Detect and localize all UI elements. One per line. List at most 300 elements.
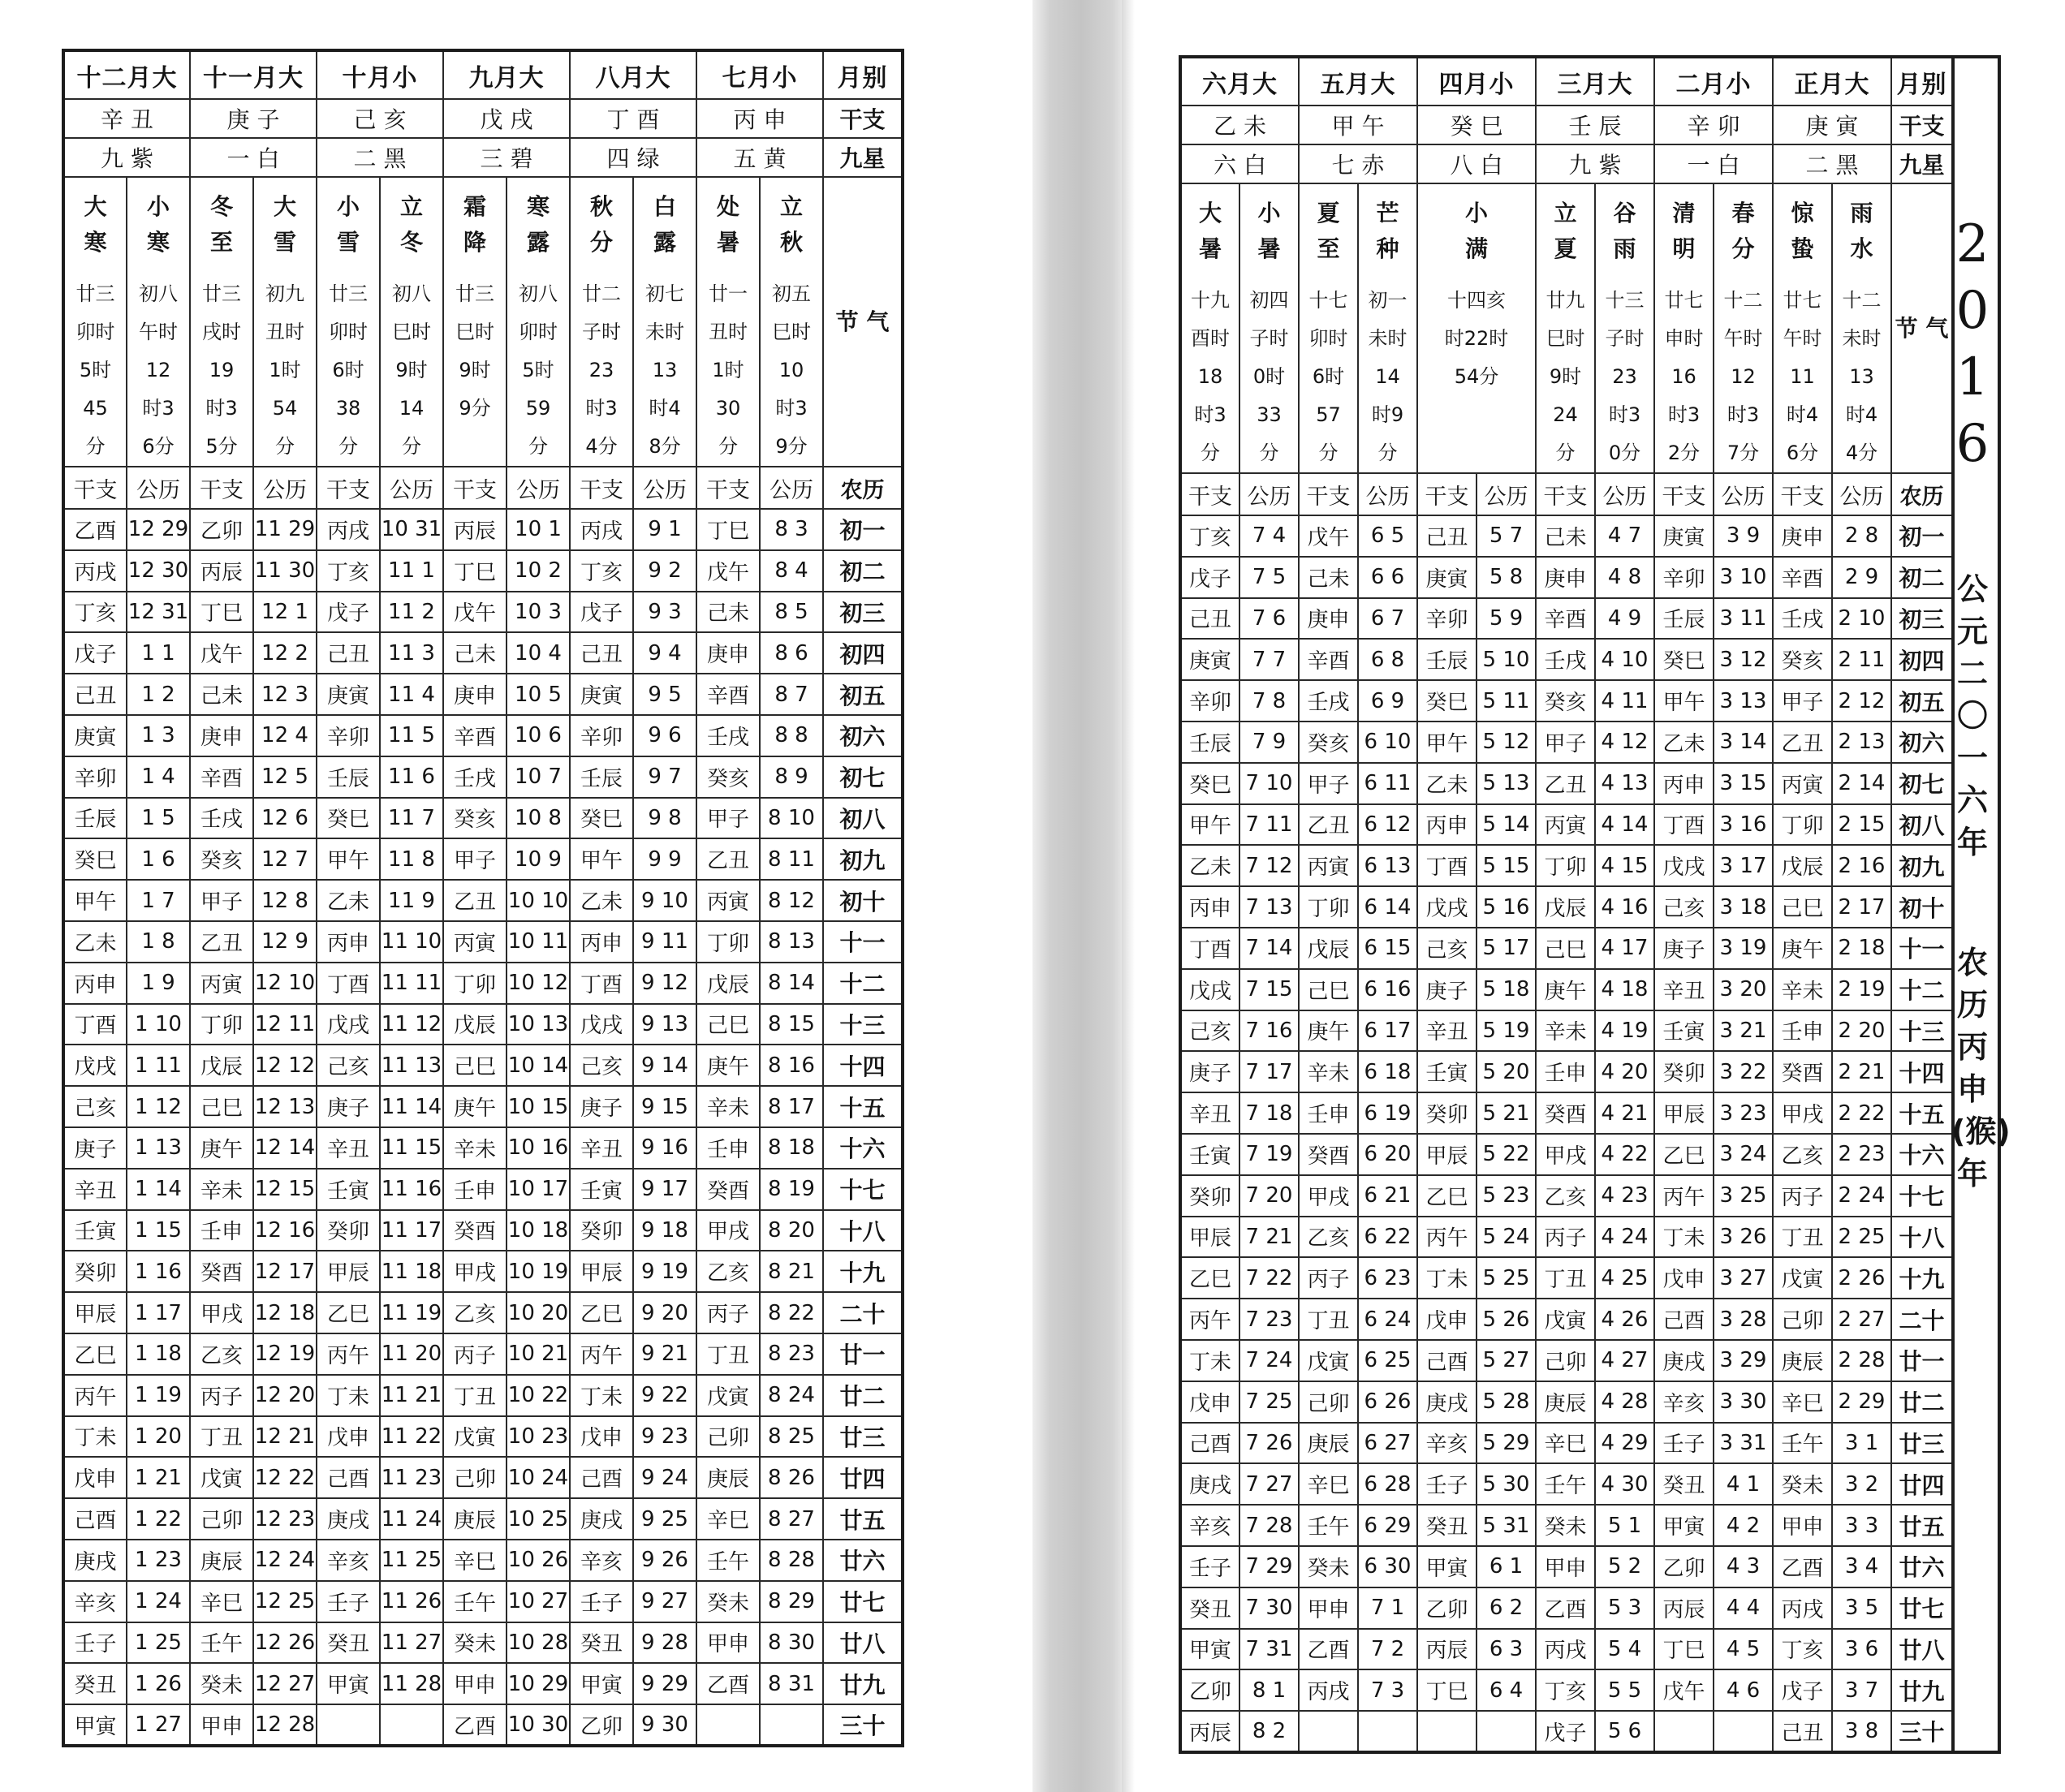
day-ganzhi: 辛亥 (1180, 1505, 1239, 1546)
day-ganzhi: 戊申 (570, 1416, 633, 1458)
ganzhi-subheader: 干支 (1654, 473, 1714, 515)
day-ganzhi: 丁卯 (696, 921, 760, 963)
day-ganzhi: 庚寅 (63, 715, 127, 756)
day-gregorian: 10 1 (507, 509, 570, 550)
lunar-day: 初六 (823, 715, 903, 756)
day-ganzhi: 壬子 (1180, 1546, 1239, 1587)
day-ganzhi: 丙午 (63, 1375, 127, 1416)
day-ganzhi: 壬子 (1417, 1463, 1477, 1505)
day-gregorian: 12 23 (253, 1498, 317, 1540)
day-gregorian: 9 26 (633, 1540, 696, 1581)
day-gregorian: 9 17 (633, 1169, 696, 1210)
jieqi-name: 处暑 (716, 193, 739, 256)
day-ganzhi: 庚辰 (1536, 1381, 1595, 1423)
day-ganzhi: 壬申 (1299, 1092, 1358, 1134)
day-gregorian: 1 9 (127, 963, 190, 1004)
day-ganzhi: 甲午 (570, 838, 633, 880)
day-ganzhi: 辛卯 (1654, 557, 1714, 598)
day-gregorian: 3 30 (1714, 1381, 1773, 1423)
day-ganzhi: 戊戌 (1417, 886, 1477, 928)
day-gregorian: 5 23 (1477, 1175, 1536, 1217)
day-ganzhi: 癸酉 (443, 1210, 507, 1251)
day-ganzhi: 戊午 (443, 592, 507, 633)
day-gregorian: 11 28 (380, 1663, 443, 1704)
day-ganzhi: 庚寅 (1654, 515, 1714, 557)
month-name: 正月大 (1773, 57, 1891, 106)
day-ganzhi: 丙子 (190, 1375, 253, 1416)
day-gregorian: 1 3 (127, 715, 190, 756)
day-ganzhi: 戊子 (1773, 1669, 1832, 1711)
day-ganzhi: 壬申 (696, 1127, 760, 1169)
day-gregorian: 12 30 (127, 550, 190, 592)
lunar-day: 三十 (823, 1704, 903, 1746)
day-ganzhi: 丙子 (1536, 1217, 1595, 1258)
jieqi-time: 初一未时14时9分 (1368, 289, 1408, 464)
day-ganzhi: 丁未 (317, 1375, 380, 1416)
day-gregorian: 4 19 (1595, 1010, 1654, 1052)
month-name: 五月大 (1299, 57, 1417, 106)
lunar-day: 十七 (823, 1169, 903, 1210)
day-gregorian: 10 14 (507, 1045, 570, 1086)
day-gregorian: 4 26 (1595, 1299, 1654, 1340)
day-gregorian: 10 30 (507, 1704, 570, 1746)
lunar-day: 初九 (1891, 845, 1953, 886)
day-gregorian: 9 29 (633, 1663, 696, 1704)
gregorian-subheader: 公历 (1477, 473, 1536, 515)
lunar-day: 廿三 (1891, 1423, 1953, 1464)
lunar-day: 十九 (1891, 1257, 1953, 1299)
ganzhi-subheader: 干支 (443, 467, 507, 509)
day-gregorian: 6 28 (1358, 1463, 1417, 1505)
day-gregorian (380, 1704, 443, 1746)
day-gregorian: 7 17 (1239, 1051, 1299, 1092)
day-ganzhi: 甲辰 (63, 1292, 127, 1333)
day-ganzhi: 癸亥 (696, 756, 760, 798)
day-gregorian: 10 13 (507, 1004, 570, 1045)
day-gregorian: 9 27 (633, 1581, 696, 1622)
day-ganzhi: 丁酉 (317, 963, 380, 1004)
year-title: 2016 (1955, 214, 1990, 474)
jieqi-cell (253, 177, 317, 467)
day-gregorian: 3 14 (1714, 722, 1773, 763)
day-ganzhi: 丙申 (1654, 763, 1714, 804)
day-ganzhi: 己丑 (317, 632, 380, 674)
day-ganzhi: 乙酉 (1299, 1629, 1358, 1670)
day-ganzhi: 乙亥 (190, 1333, 253, 1375)
day-gregorian: 8 7 (760, 674, 823, 715)
day-gregorian: 7 30 (1239, 1587, 1299, 1629)
day-ganzhi: 己卯 (1773, 1299, 1832, 1340)
jieqi-time: 廿七午时11时46分 (1783, 289, 1822, 464)
day-gregorian: 3 17 (1714, 845, 1773, 886)
day-gregorian: 10 27 (507, 1581, 570, 1622)
day-gregorian: 1 18 (127, 1333, 190, 1375)
day-ganzhi: 癸卯 (1180, 1175, 1239, 1217)
day-ganzhi: 辛亥 (317, 1540, 380, 1581)
day-gregorian: 6 21 (1358, 1175, 1417, 1217)
day-gregorian: 6 7 (1358, 598, 1417, 640)
jieqi-time: 十七卯时6时57分 (1308, 289, 1348, 464)
month-name: 四月小 (1417, 57, 1536, 106)
lunar-day: 十八 (823, 1210, 903, 1251)
lunar-day: 十五 (823, 1086, 903, 1127)
day-ganzhi: 丙寅 (1773, 763, 1832, 804)
day-ganzhi: 辛卯 (63, 756, 127, 798)
day-ganzhi: 辛巳 (1299, 1463, 1358, 1505)
day-ganzhi: 丁丑 (443, 1375, 507, 1416)
jieqi-time: 廿三卯时6时38分 (329, 282, 368, 458)
day-gregorian: 6 22 (1358, 1217, 1417, 1258)
day-ganzhi: 乙酉 (443, 1704, 507, 1746)
day-ganzhi: 辛酉 (190, 756, 253, 798)
day-ganzhi: 壬申 (443, 1169, 507, 1210)
day-gregorian: 3 10 (1714, 557, 1773, 598)
day-ganzhi: 丙戌 (570, 509, 633, 550)
day-ganzhi: 癸卯 (317, 1210, 380, 1251)
jieqi-cell (1714, 183, 1773, 473)
day-gregorian (1714, 1711, 1773, 1752)
day-ganzhi: 甲寅 (63, 1704, 127, 1746)
day-ganzhi: 丁酉 (1654, 804, 1714, 846)
day-ganzhi: 甲寅 (1417, 1546, 1477, 1587)
day-ganzhi: 丁亥 (1773, 1629, 1832, 1670)
day-ganzhi: 戊午 (696, 550, 760, 592)
day-ganzhi: 甲申 (1773, 1505, 1832, 1546)
day-ganzhi: 辛丑 (570, 1127, 633, 1169)
day-gregorian: 8 19 (760, 1169, 823, 1210)
day-gregorian: 9 20 (633, 1292, 696, 1333)
day-gregorian: 8 12 (760, 880, 823, 921)
day-ganzhi: 乙亥 (1536, 1175, 1595, 1217)
month-name: 十一月大 (190, 50, 317, 99)
day-gregorian: 11 3 (380, 632, 443, 674)
jieqi-name: 大暑 (1198, 200, 1222, 262)
day-ganzhi: 乙酉 (1773, 1546, 1832, 1587)
day-gregorian: 12 28 (253, 1704, 317, 1746)
day-gregorian: 2 20 (1832, 1010, 1891, 1052)
lunar-day: 廿二 (1891, 1381, 1953, 1423)
day-ganzhi: 壬子 (570, 1581, 633, 1622)
day-gregorian: 5 21 (1477, 1092, 1536, 1134)
day-gregorian: 1 8 (127, 921, 190, 963)
day-ganzhi: 庚申 (190, 715, 253, 756)
day-gregorian: 2 22 (1832, 1092, 1891, 1134)
month-star: 七 赤 (1299, 144, 1417, 183)
jieqi-time: 初八卯时5时59分 (519, 282, 558, 458)
ganzhi-subheader: 干支 (1536, 473, 1595, 515)
ganzhi-col-label: 干支 (1891, 106, 1953, 144)
lunar-day: 廿四 (823, 1457, 903, 1498)
day-gregorian: 1 15 (127, 1210, 190, 1251)
day-ganzhi: 戊寅 (443, 1416, 507, 1458)
day-ganzhi: 辛酉 (1299, 639, 1358, 680)
lunar-day: 初一 (823, 509, 903, 550)
lunar-day: 十七 (1891, 1175, 1953, 1217)
day-gregorian: 11 4 (380, 674, 443, 715)
day-ganzhi: 庚午 (696, 1045, 760, 1086)
day-gregorian: 12 27 (253, 1663, 317, 1704)
day-ganzhi: 辛丑 (63, 1169, 127, 1210)
day-gregorian: 3 22 (1714, 1051, 1773, 1092)
lunar-day: 二十 (1891, 1299, 1953, 1340)
day-ganzhi: 癸丑 (1654, 1463, 1714, 1505)
lunar-day: 十四 (1891, 1051, 1953, 1092)
day-gregorian: 12 16 (253, 1210, 317, 1251)
day-gregorian: 8 16 (760, 1045, 823, 1086)
ganzhi-subheader: 干支 (696, 467, 760, 509)
month-ganzhi: 癸 巳 (1417, 106, 1536, 144)
month-ganzhi: 戊 戌 (443, 99, 570, 138)
day-ganzhi: 丁卯 (1773, 804, 1832, 846)
day-ganzhi: 丙申 (317, 921, 380, 963)
day-gregorian: 5 26 (1477, 1299, 1536, 1340)
day-gregorian: 7 3 (1358, 1669, 1417, 1711)
day-ganzhi: 辛未 (696, 1086, 760, 1127)
month-ganzhi: 己 亥 (317, 99, 443, 138)
lunar-day: 廿七 (1891, 1587, 1953, 1629)
day-ganzhi: 癸丑 (570, 1622, 633, 1664)
day-ganzhi: 壬辰 (1417, 639, 1477, 680)
day-ganzhi: 丙戌 (1773, 1587, 1832, 1629)
day-ganzhi: 甲午 (1180, 804, 1239, 846)
ganzhi-subheader: 干支 (317, 467, 380, 509)
day-ganzhi: 己亥 (63, 1086, 127, 1127)
jieqi-name: 大寒 (84, 193, 107, 256)
day-gregorian: 9 16 (633, 1127, 696, 1169)
jieqi-time: 十四亥时22时54分 (1444, 289, 1509, 388)
day-gregorian: 1 23 (127, 1540, 190, 1581)
day-ganzhi: 甲戌 (1536, 1134, 1595, 1175)
day-ganzhi: 丙辰 (1180, 1711, 1239, 1752)
day-gregorian: 9 19 (633, 1251, 696, 1292)
day-ganzhi: 壬午 (1299, 1505, 1358, 1546)
day-ganzhi: 癸未 (696, 1581, 760, 1622)
star-col-label: 九星 (1891, 144, 1953, 183)
month-ganzhi: 丙 申 (696, 99, 823, 138)
jieqi-name: 春分 (1731, 200, 1755, 262)
day-gregorian: 7 13 (1239, 886, 1299, 928)
jieqi-cell (1595, 183, 1654, 473)
day-gregorian: 10 6 (507, 715, 570, 756)
day-gregorian: 5 5 (1595, 1669, 1654, 1711)
day-gregorian: 1 4 (127, 756, 190, 798)
lunar-day: 十二 (823, 963, 903, 1004)
lunar-day: 十一 (823, 921, 903, 963)
day-gregorian: 6 29 (1358, 1505, 1417, 1546)
day-ganzhi: 戊子 (570, 592, 633, 633)
jieqi-name: 清明 (1672, 200, 1696, 262)
day-ganzhi: 辛巳 (1536, 1423, 1595, 1464)
day-gregorian: 4 2 (1714, 1505, 1773, 1546)
day-ganzhi: 己酉 (317, 1457, 380, 1498)
day-gregorian: 12 5 (253, 756, 317, 798)
day-gregorian: 3 15 (1714, 763, 1773, 804)
day-ganzhi: 己丑 (63, 674, 127, 715)
day-gregorian: 2 26 (1832, 1257, 1891, 1299)
day-gregorian: 7 20 (1239, 1175, 1299, 1217)
day-ganzhi: 辛酉 (443, 715, 507, 756)
day-ganzhi: 戊寅 (190, 1457, 253, 1498)
day-ganzhi: 壬寅 (1180, 1134, 1239, 1175)
day-ganzhi: 戊戌 (317, 1004, 380, 1045)
day-gregorian: 6 18 (1358, 1051, 1417, 1092)
day-gregorian: 11 30 (253, 550, 317, 592)
day-ganzhi: 辛未 (443, 1127, 507, 1169)
left-calendar-table (62, 49, 904, 1747)
day-gregorian: 10 22 (507, 1375, 570, 1416)
day-ganzhi: 戊寅 (1536, 1299, 1595, 1340)
day-gregorian: 2 13 (1832, 722, 1891, 763)
jieqi-cell (1417, 183, 1536, 473)
day-ganzhi: 丙子 (696, 1292, 760, 1333)
jieqi-cell (1299, 183, 1358, 473)
day-ganzhi: 己巳 (190, 1086, 253, 1127)
day-ganzhi: 壬辰 (570, 756, 633, 798)
month-star: 一 白 (190, 138, 317, 177)
day-gregorian: 12 13 (253, 1086, 317, 1127)
day-ganzhi: 戊子 (317, 592, 380, 633)
day-gregorian: 6 20 (1358, 1134, 1417, 1175)
day-gregorian: 8 3 (760, 509, 823, 550)
lunar-day: 廿九 (823, 1663, 903, 1704)
day-gregorian: 10 4 (507, 632, 570, 674)
day-gregorian: 6 14 (1358, 886, 1417, 928)
ganzhi-subheader: 干支 (1417, 473, 1477, 515)
day-gregorian: 6 12 (1358, 804, 1417, 846)
day-ganzhi: 壬戌 (696, 715, 760, 756)
jieqi-time: 十九酉时18时3分 (1191, 289, 1230, 464)
day-gregorian: 3 8 (1832, 1711, 1891, 1752)
day-ganzhi: 丙午 (1654, 1175, 1714, 1217)
day-gregorian: 10 21 (507, 1333, 570, 1375)
day-ganzhi: 甲申 (190, 1704, 253, 1746)
day-ganzhi: 丁酉 (1180, 928, 1239, 969)
day-gregorian: 3 27 (1714, 1257, 1773, 1299)
day-ganzhi: 乙丑 (443, 880, 507, 921)
day-gregorian: 11 27 (380, 1622, 443, 1664)
gregorian-subheader: 公历 (760, 467, 823, 509)
day-ganzhi: 癸巳 (63, 838, 127, 880)
lunar-day: 十三 (1891, 1010, 1953, 1052)
day-ganzhi: 辛巳 (443, 1540, 507, 1581)
jieqi-name: 雨水 (1850, 200, 1873, 262)
month-ganzhi: 辛 丑 (63, 99, 190, 138)
jieqi-time: 初八午时12时36分 (139, 282, 178, 458)
day-gregorian: 11 24 (380, 1498, 443, 1540)
day-gregorian: 5 22 (1477, 1134, 1536, 1175)
gregorian-subheader: 公历 (1358, 473, 1417, 515)
day-gregorian: 9 30 (633, 1704, 696, 1746)
day-ganzhi (1417, 1711, 1477, 1752)
day-ganzhi: 庚子 (317, 1086, 380, 1127)
day-gregorian: 1 20 (127, 1416, 190, 1458)
day-gregorian: 7 1 (1358, 1587, 1417, 1629)
day-ganzhi: 乙未 (1654, 722, 1714, 763)
day-ganzhi: 丁亥 (570, 550, 633, 592)
jieqi-cell (1239, 183, 1299, 473)
day-ganzhi: 丙申 (1417, 804, 1477, 846)
day-gregorian: 3 1 (1832, 1423, 1891, 1464)
jieqi-time: 初八巳时9时14分 (392, 282, 431, 458)
jieqi-col-label: 节 气 (1891, 183, 1953, 473)
day-gregorian: 4 10 (1595, 639, 1654, 680)
lunar-day: 初七 (1891, 763, 1953, 804)
day-gregorian: 9 9 (633, 838, 696, 880)
day-ganzhi: 庚辰 (1299, 1423, 1358, 1464)
day-gregorian: 7 12 (1239, 845, 1299, 886)
day-gregorian: 1 11 (127, 1045, 190, 1086)
day-ganzhi: 己未 (190, 674, 253, 715)
day-gregorian: 2 21 (1832, 1051, 1891, 1092)
day-ganzhi: 乙巳 (63, 1333, 127, 1375)
day-gregorian: 10 5 (507, 674, 570, 715)
day-ganzhi: 庚午 (1299, 1010, 1358, 1052)
day-ganzhi: 癸卯 (1654, 1051, 1714, 1092)
day-gregorian: 10 8 (507, 798, 570, 839)
day-gregorian: 11 7 (380, 798, 443, 839)
ganzhi-subheader: 干支 (190, 467, 253, 509)
day-gregorian: 10 2 (507, 550, 570, 592)
day-ganzhi: 己巳 (1536, 928, 1595, 969)
day-ganzhi: 丁未 (1417, 1257, 1477, 1299)
day-ganzhi: 壬辰 (63, 798, 127, 839)
day-ganzhi: 丙寅 (443, 921, 507, 963)
day-gregorian: 12 31 (127, 592, 190, 633)
day-ganzhi: 丙戌 (1536, 1629, 1595, 1670)
day-gregorian: 7 6 (1239, 598, 1299, 640)
day-gregorian: 1 2 (127, 674, 190, 715)
day-ganzhi: 己巳 (1299, 969, 1358, 1010)
day-ganzhi: 丁亥 (317, 550, 380, 592)
day-gregorian: 11 2 (380, 592, 443, 633)
lunar-day: 廿四 (1891, 1463, 1953, 1505)
day-ganzhi: 丙寅 (190, 963, 253, 1004)
lunar-col-label: 农历 (1891, 473, 1953, 515)
day-gregorian: 1 14 (127, 1169, 190, 1210)
day-ganzhi: 癸丑 (1417, 1505, 1477, 1546)
day-ganzhi: 癸丑 (1180, 1587, 1239, 1629)
gregorian-subheader: 公历 (633, 467, 696, 509)
day-ganzhi: 戊寅 (696, 1375, 760, 1416)
lunar-day: 十六 (823, 1127, 903, 1169)
jieqi-cell (380, 177, 443, 467)
day-gregorian: 11 10 (380, 921, 443, 963)
day-gregorian: 3 24 (1714, 1134, 1773, 1175)
day-ganzhi: 庚子 (1654, 928, 1714, 969)
day-gregorian: 8 27 (760, 1498, 823, 1540)
day-ganzhi: 甲辰 (1180, 1217, 1239, 1258)
day-gregorian: 5 16 (1477, 886, 1536, 928)
jieqi-cell (443, 177, 507, 467)
day-gregorian: 8 10 (760, 798, 823, 839)
day-ganzhi: 庚辰 (1773, 1340, 1832, 1381)
day-gregorian: 3 26 (1714, 1217, 1773, 1258)
day-ganzhi: 庚寅 (570, 674, 633, 715)
lunar-day: 十八 (1891, 1217, 1953, 1258)
month-name: 九月大 (443, 50, 570, 99)
day-gregorian: 7 11 (1239, 804, 1299, 846)
day-gregorian: 10 25 (507, 1498, 570, 1540)
day-ganzhi: 甲午 (1654, 680, 1714, 722)
day-gregorian (1358, 1711, 1417, 1752)
day-gregorian: 9 21 (633, 1333, 696, 1375)
jieqi-cell (1654, 183, 1714, 473)
day-ganzhi: 庚申 (1299, 598, 1358, 640)
lunar-day: 廿五 (1891, 1505, 1953, 1546)
day-ganzhi: 癸卯 (63, 1251, 127, 1292)
day-ganzhi: 乙未 (317, 880, 380, 921)
day-gregorian: 7 26 (1239, 1423, 1299, 1464)
